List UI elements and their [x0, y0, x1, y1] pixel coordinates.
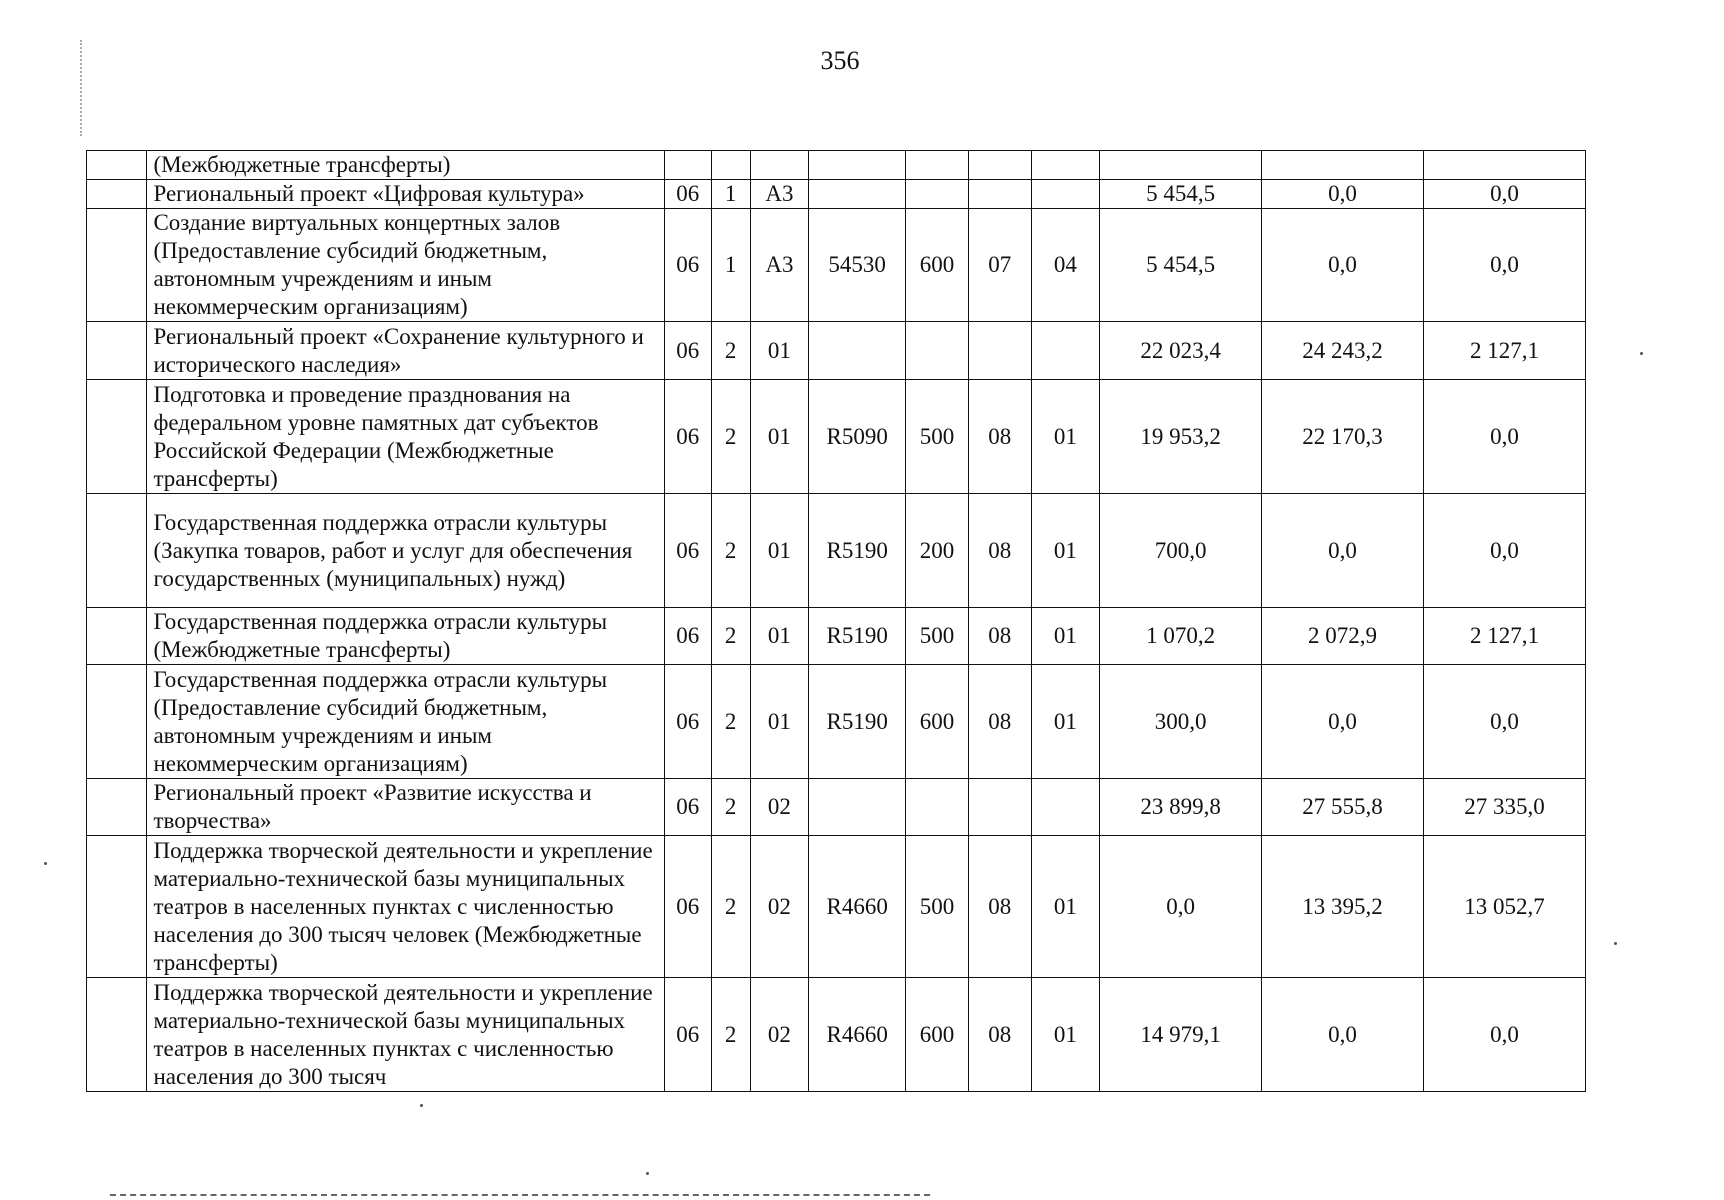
code-cell: R5190	[809, 665, 906, 779]
code-cell: R5190	[809, 494, 906, 608]
code-cell: 600	[906, 209, 969, 322]
code-cell	[968, 322, 1031, 380]
row-name: Государственная поддержка отрасли культуры (Закупка товаров, работ и услуг для обеспечения государственных (муниципальных) нужд)	[147, 494, 664, 608]
value-cell	[1100, 151, 1262, 180]
value-cell: 19 953,2	[1100, 380, 1262, 494]
code-cell: 01	[750, 494, 809, 608]
code-cell: 06	[664, 779, 711, 836]
scan-dot	[44, 862, 47, 865]
code-cell: 06	[664, 209, 711, 322]
code-cell: 2	[711, 978, 750, 1092]
code-cell: 2	[711, 380, 750, 494]
value-cell: 2 127,1	[1424, 608, 1586, 665]
blank-cell	[87, 380, 147, 494]
value-cell: 0,0	[1424, 978, 1586, 1092]
value-cell: 300,0	[1100, 665, 1262, 779]
code-cell: 600	[906, 978, 969, 1092]
value-cell	[1424, 151, 1586, 180]
code-cell	[906, 151, 969, 180]
scan-dot	[1640, 352, 1643, 355]
value-cell: 24 243,2	[1262, 322, 1424, 380]
code-cell: 600	[906, 665, 969, 779]
value-cell: 5 454,5	[1100, 180, 1262, 209]
code-cell: 06	[664, 322, 711, 380]
code-cell: 02	[750, 978, 809, 1092]
row-name: Государственная поддержка отрасли культуры (Предоставление субсидий бюджетным, автономным учреждениям и иным некоммерческим организациям)	[147, 665, 664, 779]
value-cell: 0,0	[1262, 978, 1424, 1092]
code-cell: 01	[750, 608, 809, 665]
code-cell	[1031, 322, 1100, 380]
code-cell	[906, 180, 969, 209]
row-name: Региональный проект «Развитие искусства и творчества»	[147, 779, 664, 836]
table-row	[87, 209, 1586, 322]
row-name: Поддержка творческой деятельности и укрепление материально-технической базы муниципальных театров в населенных пунктах с численностью населения до 300 тысяч	[147, 978, 664, 1092]
code-cell	[906, 322, 969, 380]
code-cell: 06	[664, 665, 711, 779]
code-cell	[750, 151, 809, 180]
blank-cell	[87, 836, 147, 978]
code-cell	[968, 151, 1031, 180]
code-cell: 500	[906, 836, 969, 978]
code-cell	[906, 779, 969, 836]
code-cell: 2	[711, 494, 750, 608]
blank-cell	[87, 180, 147, 209]
code-cell: 500	[906, 608, 969, 665]
code-cell: 2	[711, 836, 750, 978]
code-cell: 200	[906, 494, 969, 608]
code-cell: 07	[968, 209, 1031, 322]
blank-cell	[87, 608, 147, 665]
code-cell: 08	[968, 978, 1031, 1092]
page-bottom-rule	[110, 1194, 930, 1196]
row-name: Региональный проект «Сохранение культурного и исторического наследия»	[147, 322, 664, 380]
blank-cell	[87, 494, 147, 608]
value-cell: 0,0	[1262, 209, 1424, 322]
code-cell	[664, 151, 711, 180]
code-cell: 06	[664, 608, 711, 665]
value-cell	[1262, 151, 1424, 180]
code-cell: 06	[664, 494, 711, 608]
value-cell: 23 899,8	[1100, 779, 1262, 836]
value-cell: 1 070,2	[1100, 608, 1262, 665]
code-cell	[809, 322, 906, 380]
code-cell: R5090	[809, 380, 906, 494]
table-row	[87, 151, 1586, 180]
value-cell: 13 395,2	[1262, 836, 1424, 978]
value-cell: 0,0	[1424, 494, 1586, 608]
code-cell	[968, 180, 1031, 209]
value-cell: 22 170,3	[1262, 380, 1424, 494]
value-cell: 5 454,5	[1100, 209, 1262, 322]
value-cell: 0,0	[1100, 836, 1262, 978]
code-cell: 02	[750, 836, 809, 978]
code-cell	[809, 180, 906, 209]
code-cell	[1031, 151, 1100, 180]
blank-cell	[87, 322, 147, 380]
code-cell: 01	[1031, 836, 1100, 978]
value-cell: 2 072,9	[1262, 608, 1424, 665]
blank-cell	[87, 779, 147, 836]
scan-dot	[1614, 942, 1617, 945]
code-cell: 2	[711, 322, 750, 380]
blank-cell	[87, 978, 147, 1092]
budget-table	[86, 150, 1586, 1092]
value-cell: 0,0	[1262, 665, 1424, 779]
blank-cell	[87, 665, 147, 779]
value-cell: 27 555,8	[1262, 779, 1424, 836]
code-cell: 01	[750, 665, 809, 779]
value-cell: 22 023,4	[1100, 322, 1262, 380]
code-cell: 08	[968, 665, 1031, 779]
value-cell: 13 052,7	[1424, 836, 1586, 978]
code-cell: 01	[1031, 494, 1100, 608]
code-cell: 2	[711, 779, 750, 836]
code-cell	[809, 779, 906, 836]
code-cell: 06	[664, 180, 711, 209]
code-cell: 08	[968, 836, 1031, 978]
code-cell	[809, 151, 906, 180]
code-cell: 08	[968, 494, 1031, 608]
code-cell: 1	[711, 180, 750, 209]
table-row	[87, 978, 1586, 1092]
row-name: Государственная поддержка отрасли культуры (Межбюджетные трансферты)	[147, 608, 664, 665]
table-row	[87, 665, 1586, 779]
scan-dot	[646, 1172, 649, 1175]
row-name: (Межбюджетные трансферты)	[147, 151, 664, 180]
code-cell: 01	[750, 322, 809, 380]
code-cell	[711, 151, 750, 180]
code-cell: 06	[664, 836, 711, 978]
value-cell: 27 335,0	[1424, 779, 1586, 836]
table-row	[87, 380, 1586, 494]
table-row	[87, 180, 1586, 209]
value-cell: 0,0	[1424, 209, 1586, 322]
code-cell: 08	[968, 608, 1031, 665]
table-row	[87, 836, 1586, 978]
code-cell: А3	[750, 209, 809, 322]
code-cell: 1	[711, 209, 750, 322]
code-cell: 01	[1031, 608, 1100, 665]
table-row	[87, 322, 1586, 380]
value-cell: 0,0	[1424, 180, 1586, 209]
row-name: Поддержка творческой деятельности и укрепление материально-технической базы муниципальных театров в населенных пунктах с численностью населения до 300 тысяч человек (Межбюджетные трансферты)	[147, 836, 664, 978]
code-cell: R5190	[809, 608, 906, 665]
code-cell	[1031, 779, 1100, 836]
code-cell: R4660	[809, 836, 906, 978]
value-cell: 700,0	[1100, 494, 1262, 608]
code-cell: 01	[1031, 380, 1100, 494]
code-cell: 08	[968, 380, 1031, 494]
code-cell	[968, 779, 1031, 836]
table-row	[87, 608, 1586, 665]
value-cell: 0,0	[1424, 380, 1586, 494]
code-cell: 500	[906, 380, 969, 494]
row-name: Региональный проект «Цифровая культура»	[147, 180, 664, 209]
code-cell: 01	[750, 380, 809, 494]
value-cell: 0,0	[1262, 180, 1424, 209]
code-cell: 54530	[809, 209, 906, 322]
value-cell: 2 127,1	[1424, 322, 1586, 380]
code-cell: 2	[711, 665, 750, 779]
code-cell: 04	[1031, 209, 1100, 322]
code-cell: 01	[1031, 665, 1100, 779]
code-cell: 02	[750, 779, 809, 836]
table-row	[87, 779, 1586, 836]
margin-stamp-mark	[80, 40, 100, 136]
table-row	[87, 494, 1586, 608]
blank-cell	[87, 151, 147, 180]
row-name: Подготовка и проведение празднования на федеральном уровне памятных дат субъектов Российской Федерации (Межбюджетные трансферты)	[147, 380, 664, 494]
row-name: Создание виртуальных концертных залов (Предоставление субсидий бюджетным, автономным учреждениям и иным некоммерческим организациям)	[147, 209, 664, 322]
code-cell: А3	[750, 180, 809, 209]
code-cell: 06	[664, 380, 711, 494]
code-cell: 01	[1031, 978, 1100, 1092]
code-cell: 06	[664, 978, 711, 1092]
page-number: 356	[820, 46, 860, 75]
value-cell: 0,0	[1262, 494, 1424, 608]
code-cell	[1031, 180, 1100, 209]
scan-dot	[420, 1104, 423, 1107]
value-cell: 0,0	[1424, 665, 1586, 779]
code-cell: 2	[711, 608, 750, 665]
code-cell: R4660	[809, 978, 906, 1092]
value-cell: 14 979,1	[1100, 978, 1262, 1092]
blank-cell	[87, 209, 147, 322]
